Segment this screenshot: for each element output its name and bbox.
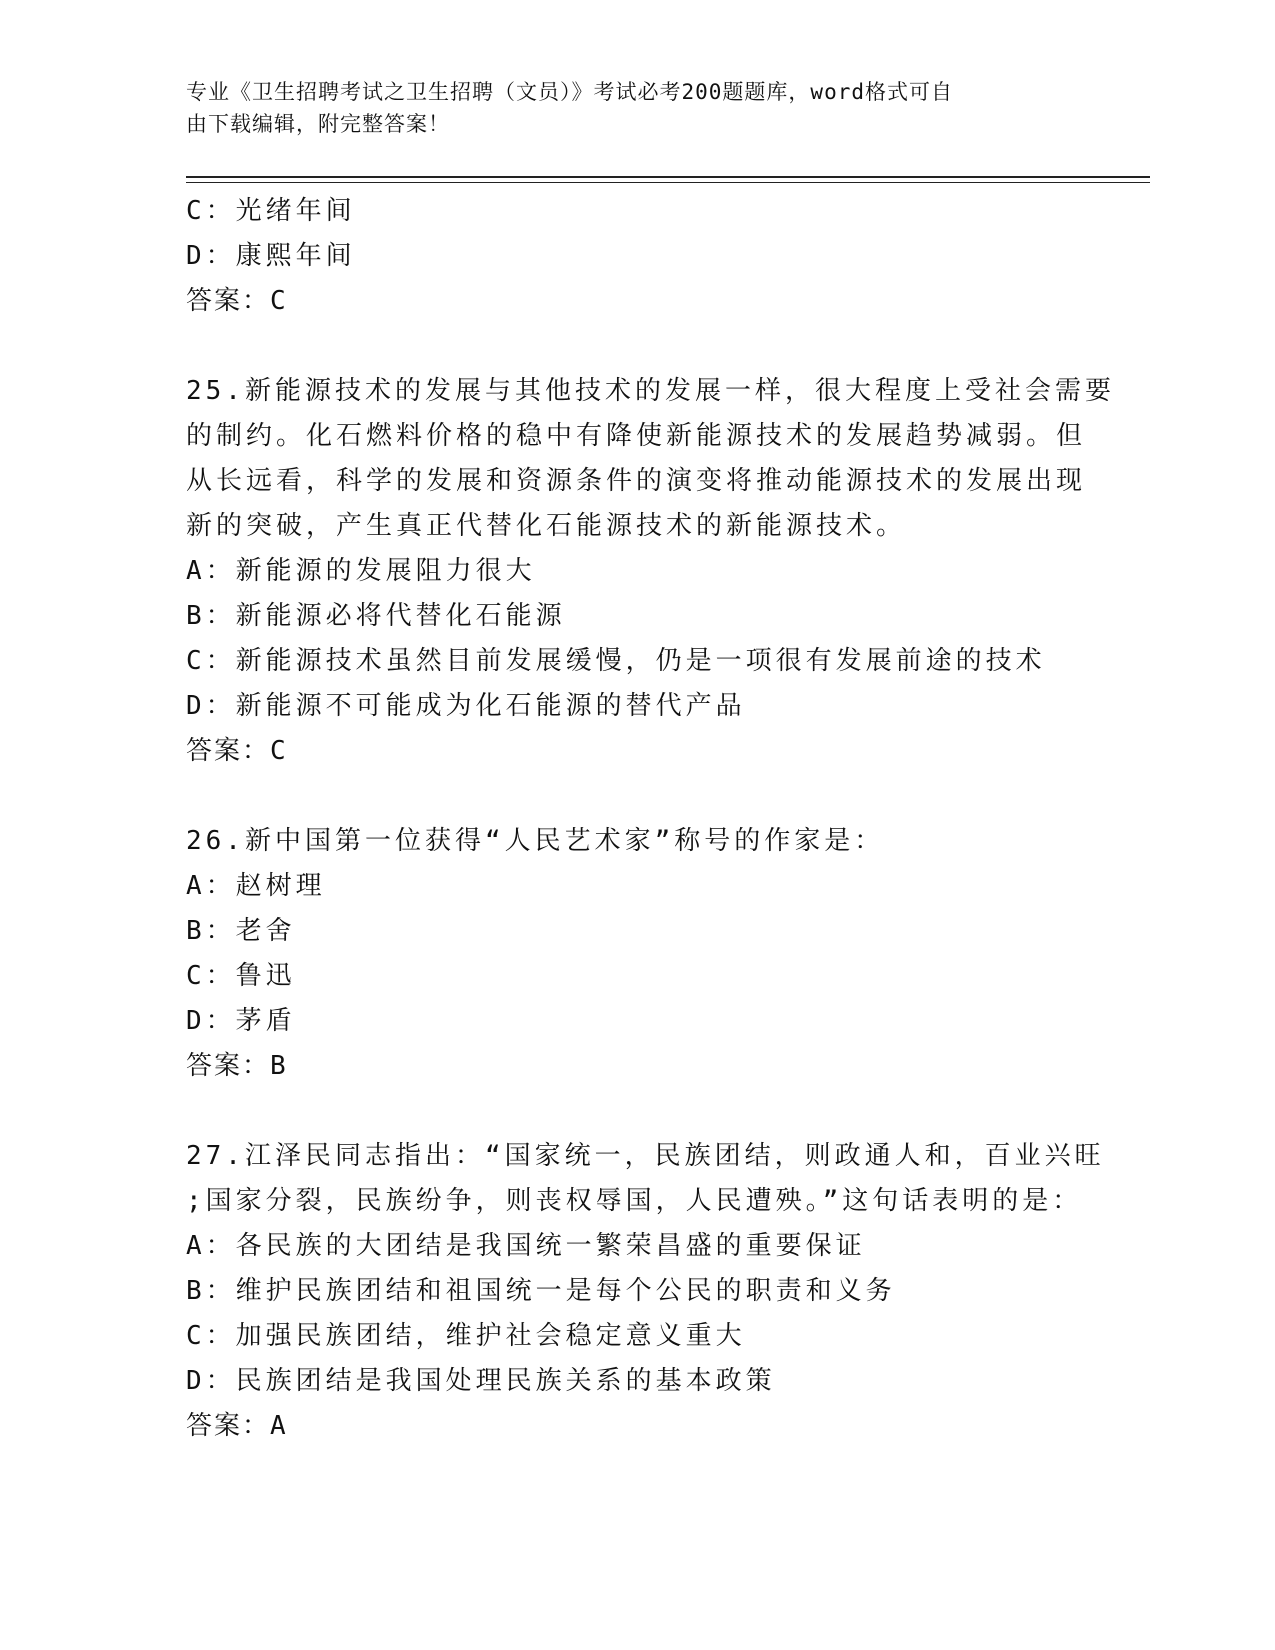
question-stem-line: 25.新能源技术的发展与其他技术的发展一样，很大程度上受社会需要 [186, 376, 1115, 406]
question-stem-line: 27.江泽民同志指出：“国家统一，民族团结，则政通人和，百业兴旺 [186, 1141, 1105, 1171]
header-line-1: 专业《卫生招聘考试之卫生招聘（文员）》考试必考200题题库，word格式可自 [186, 80, 953, 104]
option-b: B：维护民族团结和祖国统一是每个公民的职责和义务 [186, 1276, 896, 1306]
option-c: C：鲁迅 [186, 961, 296, 991]
option-d: D：茅盾 [186, 1006, 296, 1036]
spacer [186, 324, 1086, 369]
spacer [186, 774, 1086, 819]
document-header [186, 76, 1066, 140]
question-stem-line: 从长远看，科学的发展和资源条件的演变将推动能源技术的发展出现 [186, 466, 1087, 496]
option-b: B：老舍 [186, 916, 296, 946]
prev-option-c: C：光绪年间 [186, 196, 356, 226]
question-27 [186, 1134, 1105, 1449]
option-b: B：新能源必将代替化石能源 [186, 601, 566, 631]
question-26 [186, 819, 1086, 1089]
header-line-2: 由下载编辑，附完整答案！ [186, 112, 450, 136]
option-d: D：新能源不可能成为化石能源的替代产品 [186, 691, 746, 721]
question-list [186, 189, 1115, 1449]
option-c: C：新能源技术虽然目前发展缓慢，仍是一项很有发展前途的技术 [186, 646, 1046, 676]
answer: 答案：C [186, 736, 288, 766]
option-a: A：赵树理 [186, 871, 326, 901]
option-a: A：新能源的发展阻力很大 [186, 556, 536, 586]
prev-option-d: D：康熙年间 [186, 241, 356, 271]
question-stem-line: 26.新中国第一位获得“人民艺术家”称号的作家是： [186, 826, 885, 856]
prev-answer: 答案：C [186, 286, 288, 316]
question-25 [186, 369, 1115, 774]
option-d: D：民族团结是我国处理民族关系的基本政策 [186, 1366, 776, 1396]
spacer [186, 1089, 1086, 1134]
option-c: C：加强民族团结，维护社会稳定意义重大 [186, 1321, 746, 1351]
question-stem-line: 新的突破，产生真正代替化石能源技术的新能源技术。 [186, 511, 907, 541]
option-a: A：各民族的大团结是我国统一繁荣昌盛的重要保证 [186, 1231, 866, 1261]
question-stem-line: 的制约。化石燃料价格的稳中有降使新能源技术的发展趋势减弱。但 [186, 421, 1087, 451]
header-divider-thick [186, 176, 1150, 178]
header-divider-thin [186, 182, 1150, 183]
answer: 答案：B [186, 1051, 288, 1081]
question-stem-line: ;国家分裂，民族纷争，则丧权辱国，人民遭殃。”这句话表明的是： [186, 1186, 1083, 1216]
answer: 答案：A [186, 1411, 288, 1441]
